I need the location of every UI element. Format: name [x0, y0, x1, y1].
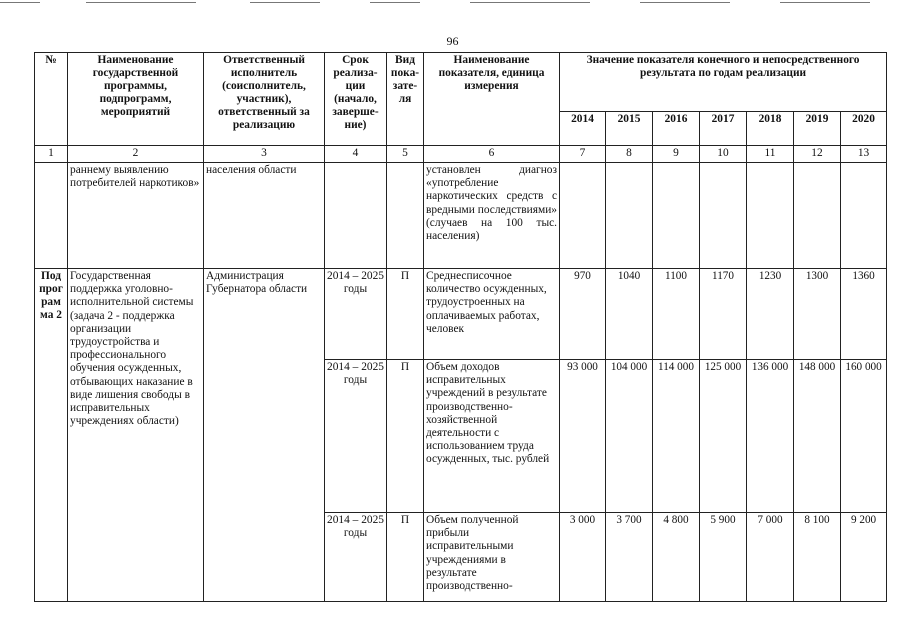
cell-value: 1230 [747, 269, 794, 360]
column-number: 8 [606, 146, 653, 163]
cell-value: 7 000 [747, 513, 794, 602]
year-header: 2017 [700, 112, 747, 146]
cell-value: 970 [560, 269, 606, 360]
cell-empty [35, 163, 68, 269]
cell-indicator: Среднесписочное количество осужденных, трудоустроенных на оплачиваемых работах, человек [424, 269, 560, 360]
subprogram-responsible: Администрация Губернатора области [204, 269, 325, 602]
cell-value: 1170 [700, 269, 747, 360]
cell-value: 125 000 [700, 360, 747, 513]
cell-value: 136 000 [747, 360, 794, 513]
cell-term: 2014 – 2025 годы [325, 513, 387, 602]
cell-indicator: Объем полученной прибыли исправительными учреждениями в результате производственно- [424, 513, 560, 602]
cell-value: 4 800 [653, 513, 700, 602]
cell-responsible: населения области [204, 163, 325, 269]
cell-empty [653, 163, 700, 269]
column-number: 4 [325, 146, 387, 163]
cell-empty [794, 163, 841, 269]
cell-empty [747, 163, 794, 269]
header-num: № [35, 53, 68, 146]
cell-empty [841, 163, 887, 269]
cell-empty [606, 163, 653, 269]
cell-indicator: Объем доходов исправительных учреждений в результате производственно-хозяйственной деятельности с использованием труда осужденных, тыс. рублей [424, 360, 560, 513]
column-number: 5 [387, 146, 424, 163]
header-row [35, 53, 887, 112]
header-indicator: Наименование показателя, единица измерения [424, 53, 560, 146]
cell-empty [387, 163, 424, 269]
column-number: 6 [424, 146, 560, 163]
cell-value: 104 000 [606, 360, 653, 513]
page-number: 96 [446, 34, 459, 48]
cell-empty [325, 163, 387, 269]
cell-empty [560, 163, 606, 269]
cell-value: 114 000 [653, 360, 700, 513]
column-number: 2 [68, 146, 204, 163]
subprogram-label: Под прог рам ма 2 [35, 269, 68, 602]
cell-kind: П [387, 513, 424, 602]
column-number: 7 [560, 146, 606, 163]
year-header: 2015 [606, 112, 653, 146]
page-top-edge [0, 0, 905, 8]
table-row [35, 163, 887, 269]
indicator-table [34, 52, 887, 602]
column-number: 11 [747, 146, 794, 163]
cell-value: 1300 [794, 269, 841, 360]
cell-kind: П [387, 360, 424, 513]
column-numbers-row [35, 146, 887, 163]
year-header: 2018 [747, 112, 794, 146]
cell-empty [700, 163, 747, 269]
cell-value: 1360 [841, 269, 887, 360]
cell-kind: П [387, 269, 424, 360]
cell-value: 3 000 [560, 513, 606, 602]
cell-value: 93 000 [560, 360, 606, 513]
cell-term: 2014 – 2025 годы [325, 360, 387, 513]
header-responsible: Ответственный исполнитель (соисполнитель, участник), ответственный за реализацию [204, 53, 325, 146]
column-number: 13 [841, 146, 887, 163]
column-number: 12 [794, 146, 841, 163]
table-row [35, 269, 887, 360]
cell-value: 3 700 [606, 513, 653, 602]
cell-indicator: установлен диагноз «употребление наркотических средств с вредными последствиями» (случаев на 100 тыс. населения) [424, 163, 560, 269]
column-number: 10 [700, 146, 747, 163]
header-kind: Вид пока-зате-ля [387, 53, 424, 146]
cell-value: 5 900 [700, 513, 747, 602]
header-name: Наименование государственной программы, подпрограмм, мероприятий [68, 53, 204, 146]
year-header: 2020 [841, 112, 887, 146]
year-header: 2014 [560, 112, 606, 146]
header-term: Срок реализа-ции (начало, заверше-ние) [325, 53, 387, 146]
year-header: 2016 [653, 112, 700, 146]
cell-value: 148 000 [794, 360, 841, 513]
header-values-group: Значение показателя конечного и непосредственного результата по годам реализации [560, 53, 887, 112]
cell-value: 1040 [606, 269, 653, 360]
column-number: 9 [653, 146, 700, 163]
cell-term: 2014 – 2025 годы [325, 269, 387, 360]
column-number: 3 [204, 146, 325, 163]
cell-value: 9 200 [841, 513, 887, 602]
column-number: 1 [35, 146, 68, 163]
cell-name: раннему выявлению потребителей наркотиков» [68, 163, 204, 269]
subprogram-name: Государственная поддержка уголовно-исполнительной системы (задача 2 - поддержка организации трудоустройства и профессионального обучения осужденных, отбывающих наказание в виде лишения свободы в исправительных учреждениях области) [68, 269, 204, 602]
cell-value: 8 100 [794, 513, 841, 602]
year-header: 2019 [794, 112, 841, 146]
cell-value: 160 000 [841, 360, 887, 513]
cell-value: 1100 [653, 269, 700, 360]
